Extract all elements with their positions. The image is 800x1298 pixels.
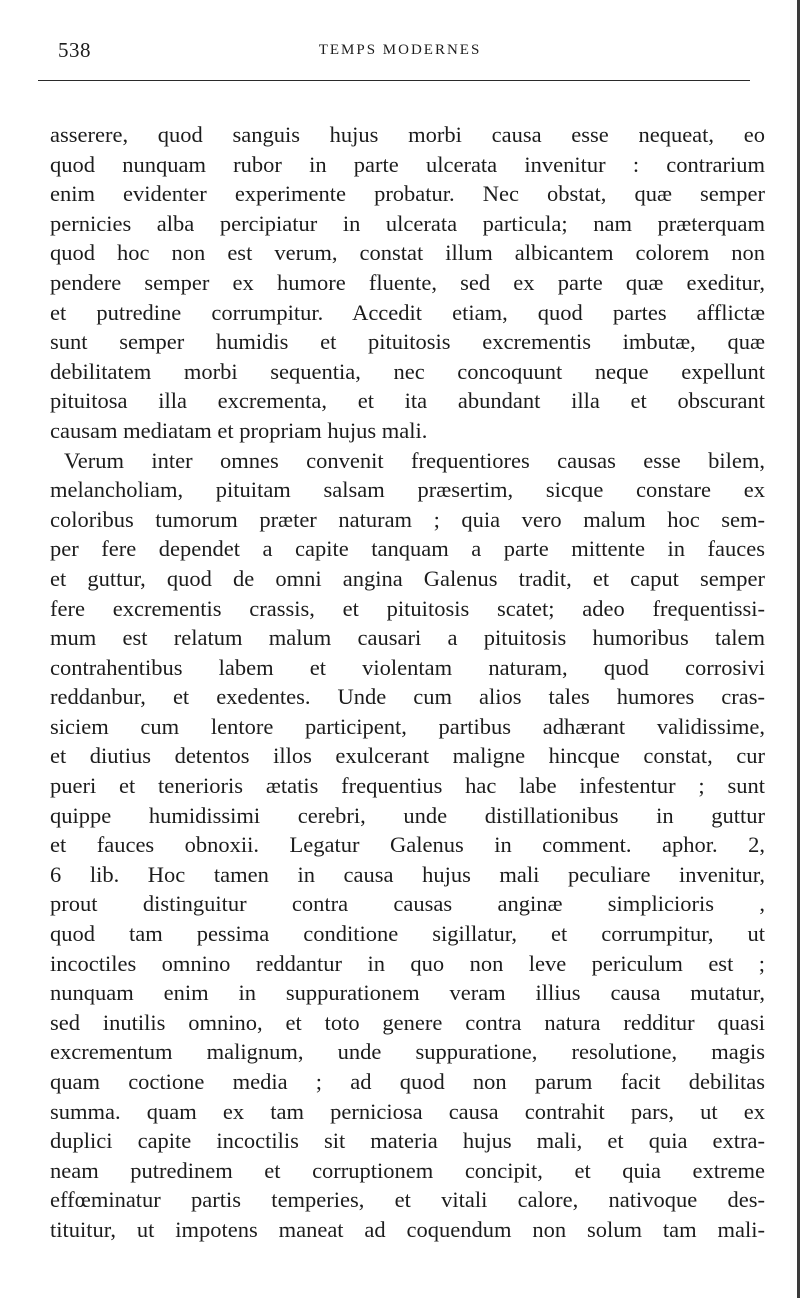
text-line: quod nunquam rubor in parte ulcerata invenitur : contrarium [50,151,765,177]
text-line: et guttur, quod de omni angina Galenus tradit, et caput semper [50,565,765,591]
text-line: contrahentibus labem et violentam naturam, quod corrosivi [50,654,765,680]
text-line: asserere, quod sanguis hujus morbi causa esse nequeat, eo [50,122,765,147]
text-line: sed inutilis omnino, et toto genere contra natura redditur quasi [50,1009,765,1035]
text-line: mum est relatum malum causari a pituitosis humoribus talem [50,625,765,651]
text-line: et putredine corrumpitur. Accedit etiam, quod partes afflictæ [50,299,765,325]
text-line: prout distinguitur contra causas anginæ simplicioris , [50,891,765,917]
text-line: melancholiam, pituitam salsam præsertim, sicque constare ex [50,477,765,503]
text-line: incoctiles omnino reddantur in quo non leve periculum est ; [50,950,765,976]
text-line: et fauces obnoxii. Legatur Galenus in comment. aphor. 2, [50,832,765,858]
text-line: duplici capite incoctilis sit materia hujus mali, et quia extra- [50,1128,765,1154]
text-line: fere excrementis crassis, et pituitosis scatet; adeo frequentissi- [50,595,765,621]
text-line: quam coctione media ; ad quod non parum facit debilitas [50,1069,765,1094]
text-line: debilitatem morbi sequentia, nec concoquunt neque expellunt [50,358,765,384]
paragraph-start-line: Verum inter omnes convenit frequentiores causas esse bilem, [64,447,765,473]
text-line: quod hoc non est verum, constat illum albicantem colorem non [50,240,765,266]
text-line: nunquam enim in suppurationem veram illius causa mutatur, [50,980,765,1006]
text-line: tituitur, ut impotens maneat ad coquendum non solum tam mali- [50,1216,765,1242]
paragraph-end-line: causam mediatam et propriam hujus mali. [50,417,428,443]
text-line: quod tam pessima conditione sigillatur, et corrumpitur, ut [50,921,765,947]
text-line: reddanbur, et exedentes. Unde cum alios tales humores cras- [50,684,765,710]
page-number: 538 [58,38,91,62]
text-line: coloribus tumorum præter naturam ; quia vero malum hoc sem- [50,506,765,532]
text-line: pernicies alba percipiatur in ulcerata particula; nam præterquam [50,210,765,236]
text-line: effœminatur partis temperies, et vitali calore, nativoque des- [50,1187,765,1213]
running-head: TEMPS MODERNES [318,42,482,58]
text-line: et diutius detentos illos exulcerant maligne hincque constat, cur [50,743,765,769]
text-line: pituitosa illa excrementa, et ita abundant illa et obscurant [50,388,765,414]
text-line: per fere dependet a capite tanquam a parte mittente in fauces [50,536,765,562]
text-line: enim evidenter experimente probatur. Nec obstat, quæ semper [50,181,765,207]
text-line: 6 lib. Hoc tamen in causa hujus mali peculiare invenitur, [50,861,765,887]
text-line: summa. quam ex tam perniciosa causa contrahit pars, ut ex [50,1098,765,1124]
text-line: neam putredinem et corruptionem concipit, et quia extreme [50,1157,765,1183]
text-line: pueri et tenerioris ætatis frequentius hac labe infestentur ; sunt [50,773,765,799]
text-line: pendere semper ex humore fluente, sed ex parte quæ exeditur, [50,269,765,295]
text-line: sunt semper humidis et pituitosis excrementis imbutæ, quæ [50,329,765,355]
body-text [50,120,765,1245]
text-line: excrementum malignum, unde suppuratione, resolutione, magis [50,1039,765,1065]
header-rule [38,80,750,81]
text-line: quippe humidissimi cerebri, unde distillationibus in guttur [50,802,765,828]
text-line: siciem cum lentore participent, partibus adhærant validissime, [50,713,765,739]
